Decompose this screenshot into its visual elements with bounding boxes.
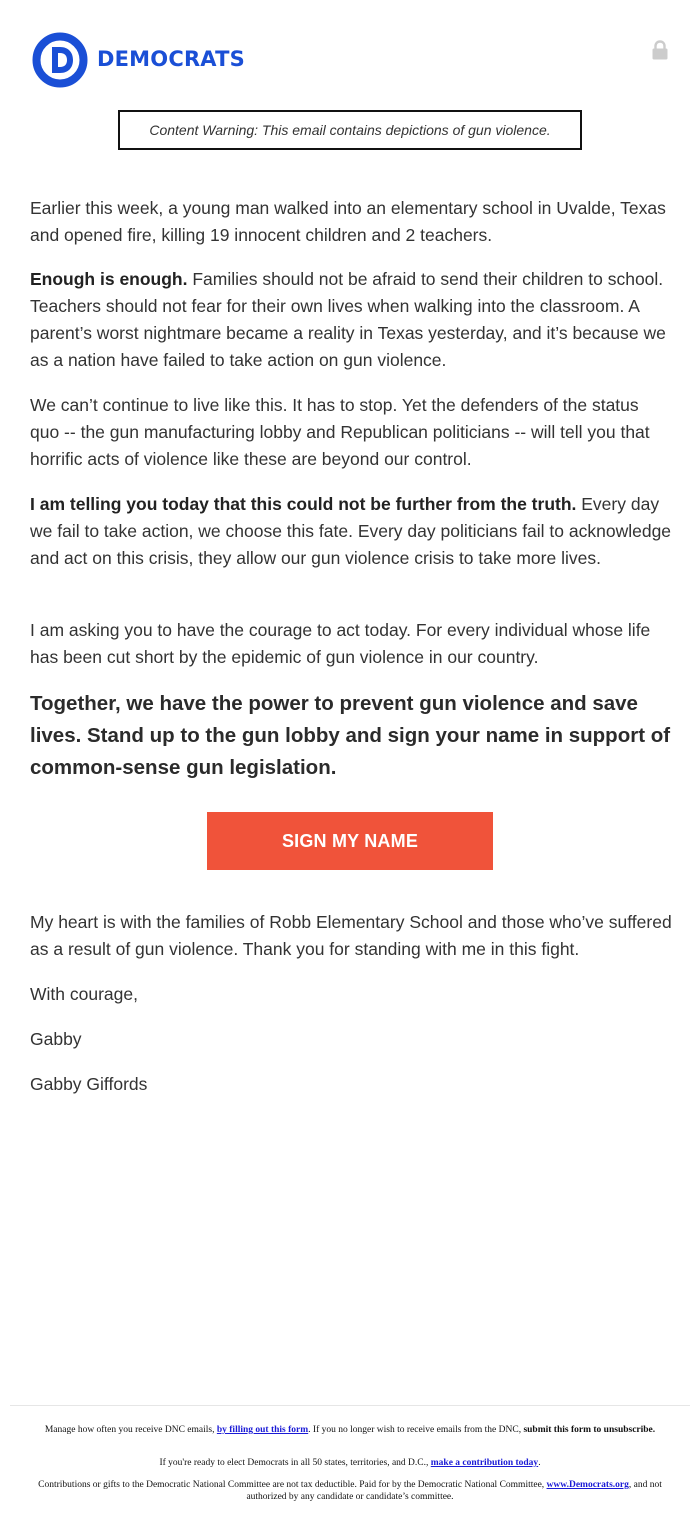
footer-disclaimer-text-2: , and not authorized by any candidate or candidate’s committee. (246, 1480, 662, 1502)
manage-emails-link[interactable]: by filling out this form (216, 1425, 309, 1435)
paragraph-status-quo: We can’t continue to live like this. It has to stop. Yet the defenders of the status quo -- the gun manufacturing lobby and Republican politicians -- will tell you that horrific acts of violence like these are beyond our control. (30, 395, 650, 469)
signer-full-name: Gabby Giffords (30, 1074, 148, 1094)
paragraph-intro: Earlier this week, a young man walked into an elementary school in Uvalde, Texas and opened fire, killing 19 innocent children and 2 teachers. (30, 198, 666, 245)
paragraph-truth-bold: I am telling you today that this could not be further from the truth. (30, 494, 577, 514)
footer-divider (10, 1405, 690, 1406)
callout-heading: Together, we have the power to prevent gun violence and save lives. Stand up to the gun lobby and sign your name in support of common-sense gun legislation. (30, 692, 671, 779)
unsubscribe-link[interactable]: submit this form to unsubscribe. (523, 1425, 656, 1435)
content-warning-text: Content Warning: This email contains depictions of gun violence. (149, 122, 551, 138)
footer-disclaimer-text: Contributions or gifts to the Democratic National Committee are not tax deductible. Paid for by the Democratic National Committee, (38, 1480, 547, 1490)
paragraph-truth-text: Every day we fail to take action, we choose this fate. Every day politicians fail to acknowledge and act on this crisis, they allow our gun violence crisis to take more lives. (30, 494, 672, 568)
footer-manage-emails (30, 1424, 670, 1436)
footer-manage-text: Manage how often you receive DNC emails, (44, 1425, 217, 1435)
democrats-org-link[interactable]: www.Democrats.org (546, 1480, 629, 1490)
paragraph-enough-text: Families should not be afraid to send their children to school. Teachers should not fear for their own lives when walking into the classroom. A parent’s worst nightmare became a reality in Texas yesterday, and it’s because we as a nation have failed to take action on gun violence. (30, 269, 666, 370)
footer-contribute-period: . (538, 1458, 541, 1468)
paragraph-courage: I am asking you to have the courage to act today. For every individual whose life has been cut short by the epidemic of gun violence in our country. (30, 620, 651, 667)
closing-line: With courage, (30, 984, 138, 1004)
sign-my-name-button[interactable]: SIGN MY NAME (207, 812, 493, 870)
email-header (0, 0, 700, 100)
content-warning-box (118, 110, 582, 150)
signature: Gabby (30, 1029, 82, 1049)
paragraph-truth (30, 491, 672, 572)
paragraph-heart: My heart is with the families of Robb Elementary School and those who’ve suffered as a result of gun violence. Thank you for standing with me in this fight. (30, 912, 672, 959)
democrats-logo-icon[interactable] (32, 32, 88, 88)
footer-manage-text-2: . If you no longer wish to receive emails from the DNC, (308, 1425, 524, 1435)
contribute-link[interactable]: make a contribution today (430, 1458, 539, 1468)
footer-disclaimer (30, 1479, 670, 1503)
lock-icon (651, 40, 669, 60)
paragraph-enough (30, 266, 672, 374)
footer-contribute (30, 1457, 670, 1469)
footer-contribute-text: If you're ready to elect Democrats in all 50 states, territories, and D.C., (159, 1458, 431, 1468)
paragraph-enough-bold: Enough is enough. (30, 269, 188, 289)
logo-wordmark[interactable]: DEMOCRATS (97, 47, 245, 71)
